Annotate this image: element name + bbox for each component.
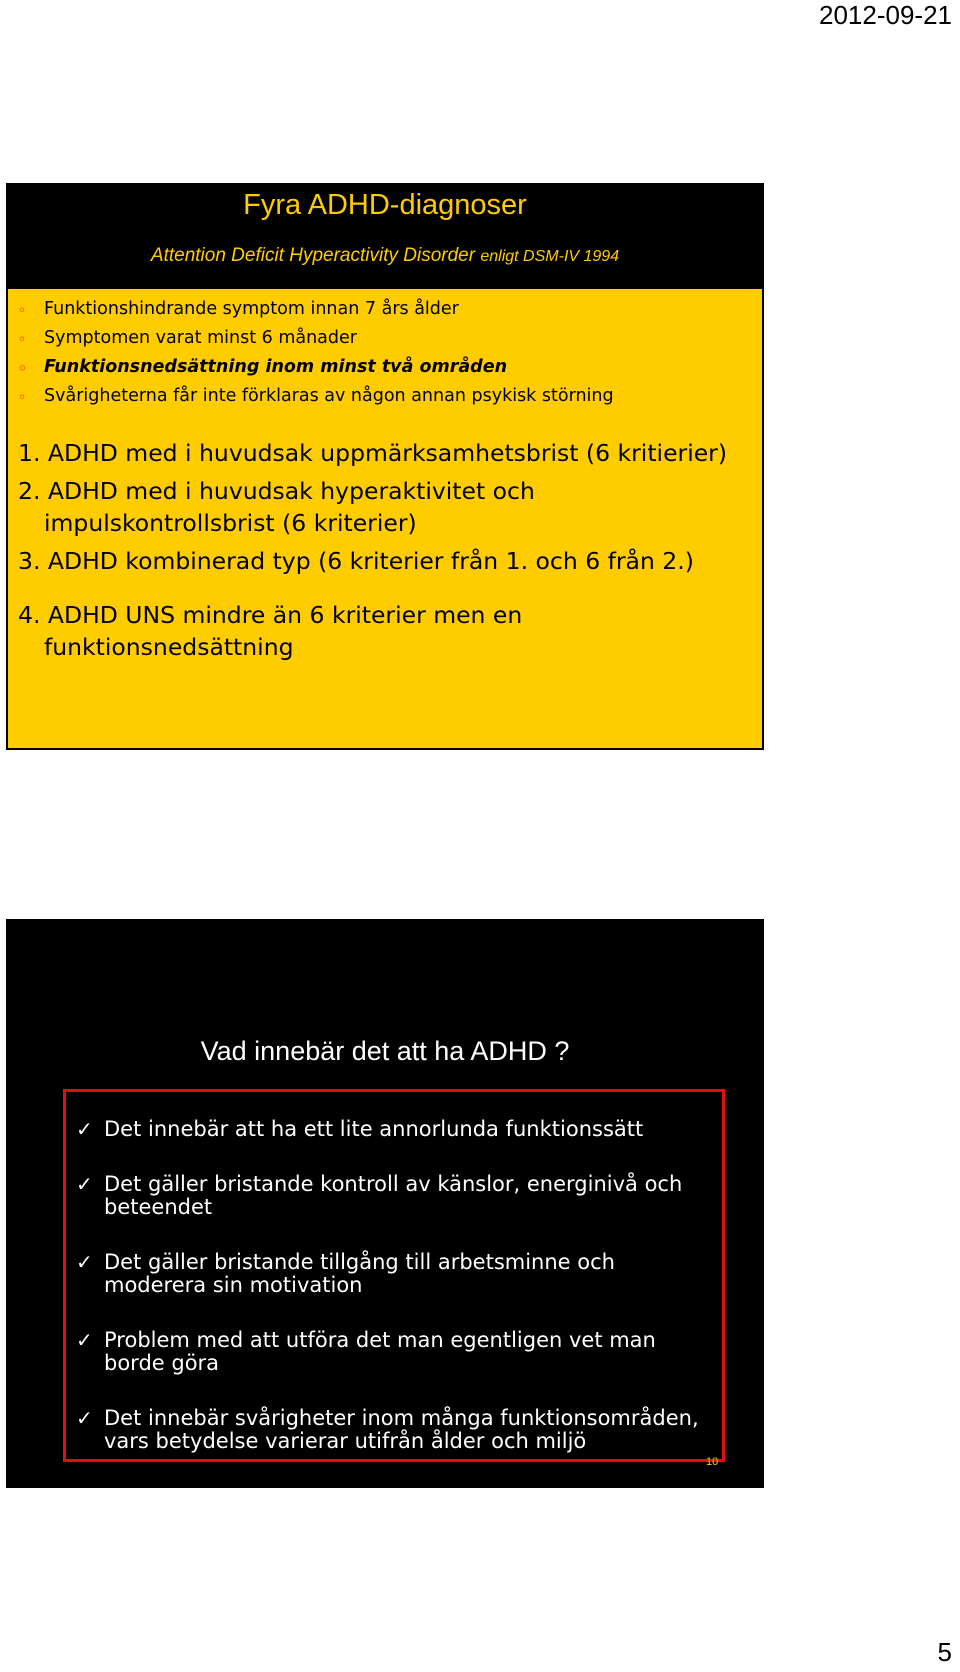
diagnosis-item: 1. ADHD med i huvudsak uppmärksamhetsbrist (6 kritierier) bbox=[18, 439, 728, 467]
page-number: 5 bbox=[937, 1637, 952, 1667]
diagnosis-item: 3. ADHD kombinerad typ (6 kriterier från 1. och 6 från 2.) bbox=[18, 547, 694, 575]
list-item-text: Det innebär svårigheter inom många funktionsområden, vars betydelse varierar utifrån ålder och miljö bbox=[104, 1406, 699, 1453]
slide-number: 10 bbox=[706, 1456, 719, 1468]
bullet-icon: ◦ bbox=[18, 390, 27, 406]
list-item bbox=[16, 353, 614, 382]
checkmark-icon: ✓ bbox=[76, 1328, 93, 1352]
slide-subtitle bbox=[6, 245, 764, 267]
page-date: 2012-09-21 bbox=[819, 0, 952, 30]
checkmark-icon: ✓ bbox=[76, 1406, 93, 1430]
list-item bbox=[76, 1329, 706, 1375]
slide-body bbox=[6, 287, 764, 750]
diagnosis-types bbox=[18, 437, 758, 663]
list-item bbox=[76, 1251, 706, 1297]
list-item bbox=[76, 1173, 706, 1219]
slide-header bbox=[6, 183, 764, 287]
slide-title: Vad innebär det att ha ADHD ? bbox=[200, 1036, 570, 1066]
content-box bbox=[63, 1089, 725, 1462]
list-item bbox=[16, 295, 614, 324]
list-item bbox=[16, 324, 614, 353]
bullet-icon: ◦ bbox=[18, 361, 27, 377]
list-item-text: Funktionshindrande symptom innan 7 års ålder bbox=[44, 299, 459, 319]
slide-what-is-adhd bbox=[6, 919, 764, 1488]
list-item bbox=[76, 1407, 706, 1453]
list-item-text: Funktionsnedsättning inom minst två områden bbox=[44, 357, 508, 377]
list-item-text: Svårigheterna får inte förklaras av någon annan psykisk störning bbox=[44, 386, 614, 406]
diagnosis-item: 4. ADHD UNS mindre än 6 kriterier men en funktionsnedsättning bbox=[18, 601, 523, 661]
checkmark-icon: ✓ bbox=[76, 1172, 93, 1196]
diagnosis-item: 2. ADHD med i huvudsak hyperaktivitet och impulskontrollsbrist (6 kriterier) bbox=[18, 477, 535, 537]
list-item bbox=[16, 382, 614, 411]
bullet-icon: ◦ bbox=[18, 332, 27, 348]
subtitle-main: Attention Deficit Hyperactivity Disorder bbox=[150, 245, 476, 266]
list-item bbox=[76, 1118, 706, 1141]
list-item-text: Problem med att utföra det man egentligen vet man borde göra bbox=[104, 1328, 656, 1375]
slide-title: Fyra ADHD-diagnoser bbox=[243, 189, 527, 221]
bullet-icon: ◦ bbox=[18, 303, 27, 319]
list-item-text: Det gäller bristande tillgång till arbetsminne och moderera sin motivation bbox=[104, 1250, 615, 1297]
list-item-text: Det innebär att ha ett lite annorlunda funktionssätt bbox=[104, 1117, 644, 1141]
list-item-text: Symptomen varat minst 6 månader bbox=[44, 328, 357, 348]
checkmark-icon: ✓ bbox=[76, 1117, 93, 1141]
slide-adhd-diagnoses bbox=[6, 183, 764, 750]
subtitle-suffix: enligt DSM-IV 1994 bbox=[480, 248, 620, 265]
checkmark-icon: ✓ bbox=[76, 1250, 93, 1274]
criteria-list bbox=[16, 295, 614, 411]
list-item-text: Det gäller bristande kontroll av känslor, energinivå och beteendet bbox=[104, 1172, 683, 1219]
check-list bbox=[76, 1118, 706, 1453]
